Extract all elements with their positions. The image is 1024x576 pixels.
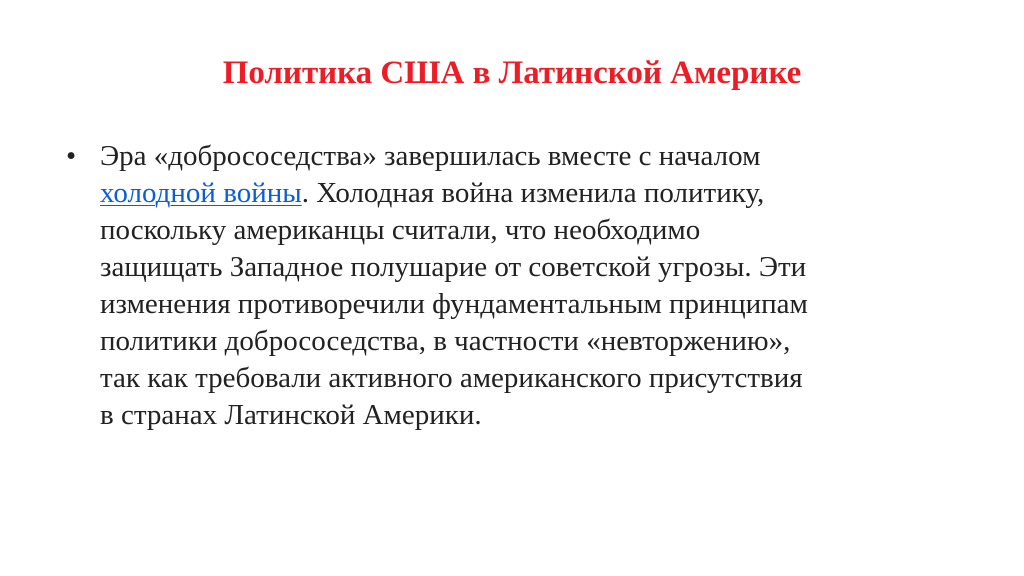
paragraph-line-7: так как требовали активного американского присутствия <box>100 362 803 394</box>
paragraph-line-8: в странах Латинской Америки. <box>100 399 482 431</box>
paragraph-line-6: политики добрососедства, в частности «невторжению», <box>100 325 791 357</box>
bullet-paragraph <box>100 138 948 434</box>
paragraph-line-3: поскольку американцы считали, что необходимо <box>100 214 701 246</box>
paragraph-line-2 <box>100 175 948 212</box>
paragraph-line-5: изменения противоречили фундаментальным принципам <box>100 288 808 320</box>
paragraph-line-2-rest: . Холодная война изменила политику, <box>301 177 765 209</box>
cold-war-link[interactable]: холодной войны <box>100 177 302 209</box>
paragraph-line-1: Эра «добрососедства» завершилась вместе с началом <box>100 140 761 172</box>
paragraph-line-4: защищать Западное полушарие от советской угрозы. Эти <box>100 251 807 283</box>
slide-title: Политика США в Латинской Америке <box>222 55 802 91</box>
bullet-marker: • <box>66 140 77 172</box>
